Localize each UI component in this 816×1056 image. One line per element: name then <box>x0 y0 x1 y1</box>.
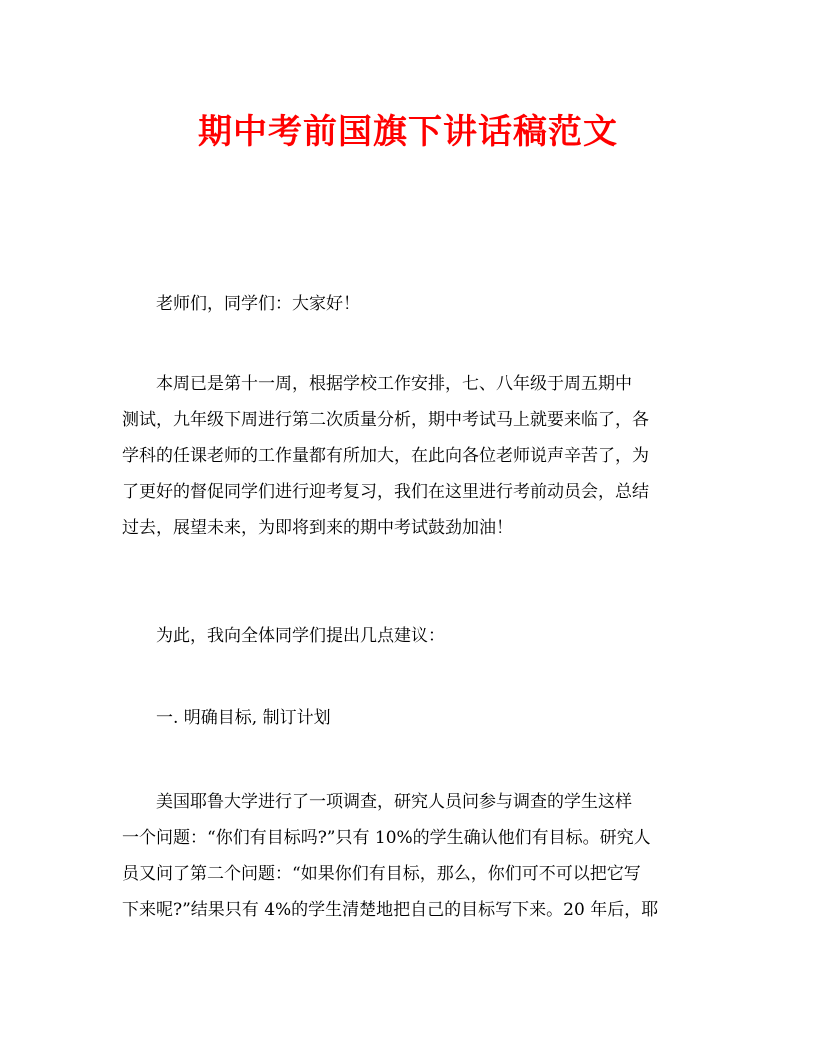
paragraph-3 <box>122 784 700 928</box>
document-title: 期中考前国旗下讲话稿范文 <box>198 112 618 152</box>
paragraph-3-line: 下来呢?”结果只有 4%的学生清楚地把自己的目标写下来。20 年后，耶 <box>122 900 659 920</box>
paragraph-1-line: 本周已是第十一周，根据学校工作安排，七、八年级于周五期中 <box>156 374 632 394</box>
paragraph-1 <box>122 366 700 546</box>
greeting-text: 老师们，同学们：大家好！ <box>156 294 360 314</box>
paragraph-1-line: 测试，九年级下周进行第二次质量分析，期中考试马上就要来临了，各 <box>122 410 649 430</box>
section-heading-1-text: 一. 明确目标, 制订计划 <box>156 708 331 728</box>
paragraph-3-line: 美国耶鲁大学进行了一项调查，研究人员问参与调查的学生这样 <box>156 792 632 812</box>
paragraph-1-line: 过去，展望未来，为即将到来的期中考试鼓劲加油！ <box>122 518 513 538</box>
greeting-paragraph <box>122 286 700 322</box>
paragraph-1-line: 学科的任课老师的工作量都有所加大，在此向各位老师说声辛苦了，为 <box>122 446 649 466</box>
paragraph-2-text: 为此，我向全体同学们提出几点建议： <box>156 626 445 646</box>
paragraph-2 <box>122 618 700 654</box>
section-heading-1 <box>122 700 700 736</box>
paragraph-1-line: 了更好的督促同学们进行迎考复习，我们在这里进行考前动员会，总结 <box>122 482 649 502</box>
paragraph-3-line: 员又问了第二个问题：“如果你们有目标，那么，你们可不可以把它写 <box>122 864 641 884</box>
paragraph-3-line: 一个问题：“你们有目标吗?”只有 10%的学生确认他们有目标。研究人 <box>122 828 651 848</box>
